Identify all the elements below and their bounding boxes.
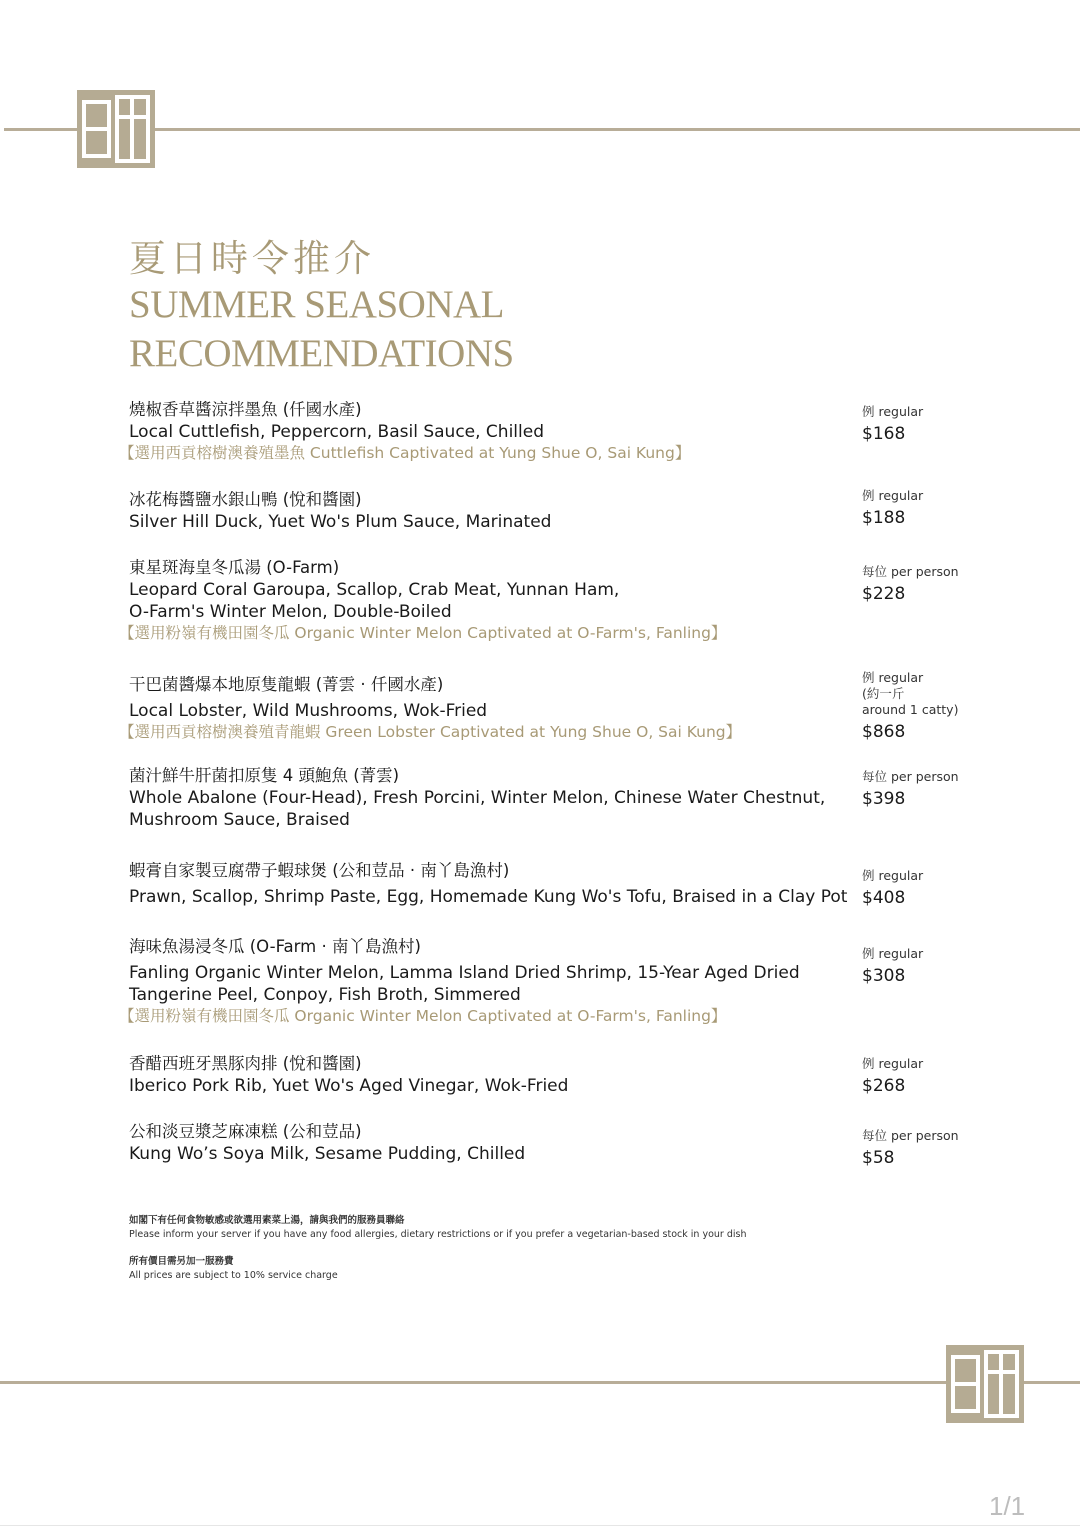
price-unit: 每位 per person <box>862 769 959 784</box>
bottom-divider <box>0 1381 1080 1384</box>
title-chinese: 夏日時令推介 <box>129 237 375 280</box>
dish-note: 【選用粉嶺有機田園冬瓜 Organic Winter Melon Captivated at O-Farm's, Fanling】 <box>119 624 727 642</box>
service-charge-english: All prices are subject to 10% service charge <box>129 1270 338 1281</box>
dish-name-english: Iberico Pork Rib, Yuet Wo's Aged Vinegar, Wok-Fried <box>129 1076 569 1096</box>
dish-name-english: Mushroom Sauce, Braised <box>129 810 350 830</box>
allergy-note-chinese: 如閣下有任何食物敏感或欲選用素菜上湯，請與我們的服務員聯絡 <box>129 1215 405 1226</box>
top-divider <box>4 128 1080 131</box>
dish-name-chinese: 燒椒香草醬涼拌墨魚 (仟國水產) <box>129 400 362 419</box>
dish-name-chinese: 菌汁鮮牛肝菌扣原隻 4 頭鮑魚 (菁雲) <box>129 766 400 785</box>
dish-name-english: Kung Wo’s Soya Milk, Sesame Pudding, Chilled <box>129 1144 526 1164</box>
price-block <box>862 868 1022 909</box>
price-unit: 例 regular <box>862 946 924 961</box>
price-block <box>862 488 1022 529</box>
title-english-line1: SUMMER SEASONAL <box>129 283 504 326</box>
dish-name-chinese: 香醋西班牙黑豚肉排 (悅和醬園) <box>129 1054 362 1073</box>
price-block <box>862 1128 1022 1169</box>
price-block <box>862 1056 1022 1097</box>
price: $228 <box>862 584 906 604</box>
dish-name-chinese: 公和淡豆漿芝麻凍糕 (公和荳品) <box>129 1122 362 1141</box>
price-unit: 例 regular <box>862 404 924 419</box>
price-unit: 例 regular <box>862 488 924 503</box>
price-block <box>862 564 1022 605</box>
service-charge-chinese: 所有價目需另加一服務費 <box>129 1256 234 1267</box>
dish-name-english: Fanling Organic Winter Melon, Lamma Island Dried Shrimp, 15-Year Aged Dried <box>129 963 800 983</box>
menu-item <box>129 1053 849 1097</box>
dish-name-english: Whole Abalone (Four-Head), Fresh Porcini, Winter Melon, Chinese Water Chestnut, <box>129 788 826 808</box>
price-block <box>862 670 1022 743</box>
menu-item <box>119 399 849 463</box>
price-block <box>862 769 1022 810</box>
menu-item <box>119 674 849 742</box>
dish-name-chinese: 海味魚湯浸冬瓜 (O-Farm · 南丫島漁村) <box>129 937 421 956</box>
price-unit: 每位 per person <box>862 1128 959 1143</box>
price-unit: 例 regular <box>862 1056 924 1071</box>
menu-item <box>129 860 849 908</box>
price-block <box>862 404 1022 445</box>
dish-name-chinese: 干巴菌醬爆本地原隻龍蝦 (菁雲 · 仟國水產) <box>129 675 444 694</box>
price: $268 <box>862 1076 906 1096</box>
price-block <box>862 946 1022 987</box>
dish-note: 【選用粉嶺有機田園冬瓜 Organic Winter Melon Captivated at O-Farm's, Fanling】 <box>119 1007 727 1025</box>
price: $868 <box>862 722 906 742</box>
restaurant-logo-bottom <box>946 1345 1024 1423</box>
dish-name-chinese: 蝦膏自家製豆腐帶子蝦球煲 (公和荳品 · 南丫島漁村) <box>129 861 510 880</box>
dish-name-chinese: 冰花梅醬鹽水銀山鴨 (悅和醬園) <box>129 490 362 509</box>
allergy-note-english: Please inform your server if you have any food allergies, dietary restrictions or if you prefer a vegetarian-based stock in your dish <box>129 1229 747 1240</box>
price-unit-note: around 1 catty) <box>862 702 959 717</box>
title-english-line2: RECOMMENDATIONS <box>129 332 514 375</box>
dish-name-english: Leopard Coral Garoupa, Scallop, Crab Meat, Yunnan Ham, <box>129 580 620 600</box>
dish-name-english: Tangerine Peel, Conpoy, Fish Broth, Simmered <box>129 985 521 1005</box>
price: $308 <box>862 966 906 986</box>
dish-name-chinese: 東星斑海皇冬瓜湯 (O-Farm) <box>129 558 340 577</box>
price-unit: 例 regular <box>862 670 924 685</box>
viewer-edge <box>0 1525 1080 1526</box>
menu-item <box>119 936 849 1026</box>
dish-name-english: Prawn, Scallop, Shrimp Paste, Egg, Homemade Kung Wo's Tofu, Braised in a Clay Pot <box>129 887 848 907</box>
dish-name-english: O-Farm's Winter Melon, Double-Boiled <box>129 602 452 622</box>
price: $58 <box>862 1148 895 1168</box>
page-indicator: 1/1 <box>989 1491 1026 1521</box>
menu-item <box>129 765 849 831</box>
price: $168 <box>862 424 906 444</box>
dish-note: 【選用西貢榕樹澳養殖青龍蝦 Green Lobster Captivated at Yung Shue O, Sai Kung】 <box>119 723 742 741</box>
price: $398 <box>862 789 906 809</box>
price-unit: 例 regular <box>862 868 924 883</box>
menu-item <box>119 557 849 643</box>
dish-note: 【選用西貢榕樹澳養殖墨魚 Cuttlefish Captivated at Yung Shue O, Sai Kung】 <box>119 444 691 462</box>
price-unit-note: (約一斤 <box>862 686 905 701</box>
dish-name-english: Local Lobster, Wild Mushrooms, Wok-Fried <box>129 701 488 721</box>
price-unit: 每位 per person <box>862 564 959 579</box>
menu-item <box>129 489 849 533</box>
price: $408 <box>862 888 906 908</box>
restaurant-logo <box>77 90 155 168</box>
title-english <box>129 280 514 378</box>
dish-name-english: Silver Hill Duck, Yuet Wo's Plum Sauce, Marinated <box>129 512 552 532</box>
price: $188 <box>862 508 906 528</box>
menu-item <box>129 1121 849 1165</box>
dish-name-english: Local Cuttlefish, Peppercorn, Basil Sauce, Chilled <box>129 422 544 442</box>
